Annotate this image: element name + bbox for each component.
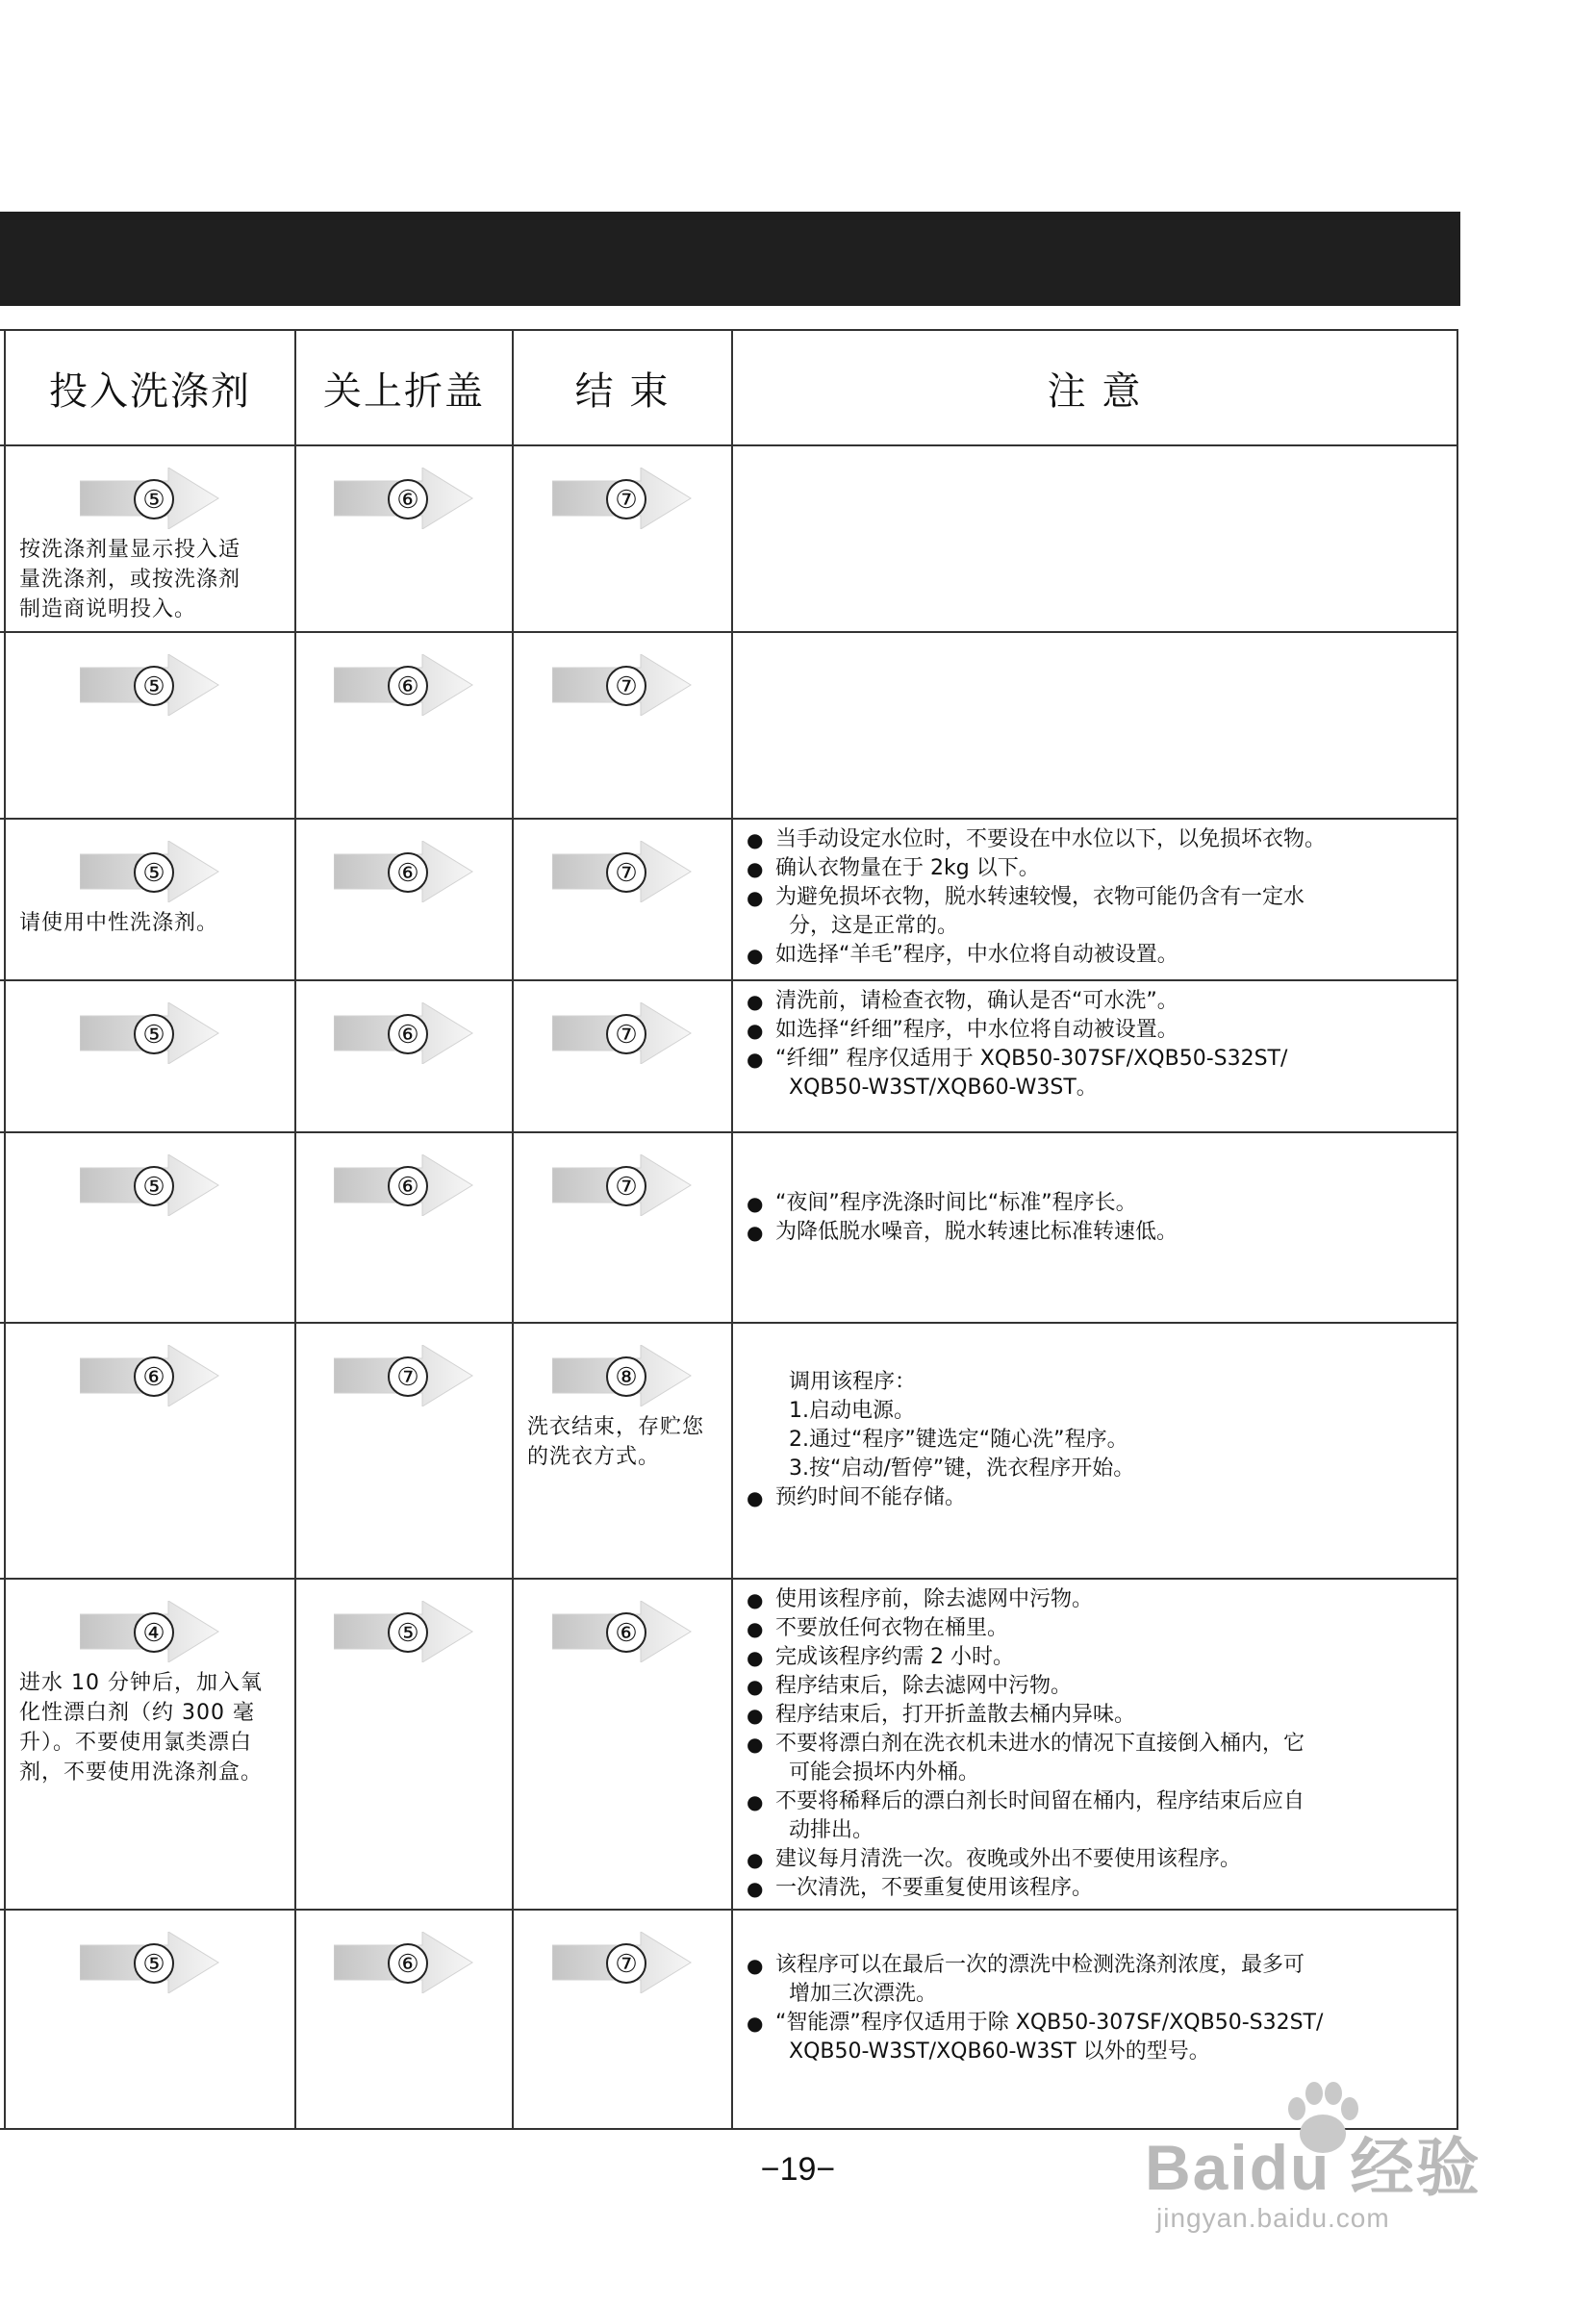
- table-row: [0, 980, 1457, 1132]
- section-header-band: [0, 212, 1460, 306]
- note-item: 增加三次漂洗。: [789, 1982, 938, 2006]
- note-item: ● 不要放任何衣物在桶里。: [747, 1614, 1447, 1643]
- notes-list: [733, 981, 1457, 1102]
- step-number: ⑤: [388, 1612, 428, 1653]
- note-item: ● 预约时间不能存储。: [747, 1483, 1447, 1512]
- note-item: ● “智能漂”程序仅适用于除 XQB50-307SF/XQB50-S32ST/: [747, 2009, 1447, 2038]
- note-item: ● 使用该程序前，除去滤网中污物。: [747, 1585, 1447, 1614]
- step-number: ⑤: [134, 666, 174, 706]
- step-arrow-icon: [552, 841, 693, 902]
- note-item: ● 程序结束后，打开折盖散去桶内异味。: [747, 1701, 1447, 1730]
- step-number: ⑥: [388, 666, 428, 706]
- step-number: ⑥: [134, 1356, 174, 1397]
- step-number: ⑦: [388, 1356, 428, 1397]
- column-header-notes: 注 意: [732, 330, 1457, 445]
- close-lid-cell: [295, 1579, 513, 1910]
- step-arrow-icon: [552, 1345, 693, 1406]
- note-item: ● 完成该程序约需 2 小时。: [747, 1643, 1447, 1672]
- notes-cell: [732, 445, 1457, 632]
- notes-cell: [732, 980, 1457, 1132]
- notes-cell: [732, 1579, 1457, 1910]
- column-header-end: 结 束: [513, 330, 732, 445]
- end-cell: [513, 1579, 732, 1910]
- step-arrow-icon: [80, 1002, 220, 1064]
- table-row: [0, 1323, 1457, 1579]
- detergent-cell: [5, 980, 295, 1132]
- step-number: ⑦: [606, 666, 646, 706]
- step-number: ⑤: [134, 1943, 174, 1984]
- step-number: ⑦: [606, 1166, 646, 1206]
- end-cell: [513, 445, 732, 632]
- step-number: ⑤: [134, 1166, 174, 1206]
- note-item: ● “纤细” 程序仅适用于 XQB50-307SF/XQB50-S32ST/: [747, 1045, 1447, 1074]
- table-row: [0, 632, 1457, 819]
- note-item: 1.启动电源。: [789, 1399, 915, 1423]
- detergent-text-line: 按洗涤剂量显示投入适: [19, 538, 241, 562]
- note-item: ● 不要将稀释后的漂白剂长时间留在桶内，程序结束后应自: [747, 1787, 1447, 1816]
- note-item: ● “夜间”程序洗涤时间比“标准”程序长。: [747, 1189, 1447, 1218]
- step-arrow-icon: [334, 1345, 474, 1406]
- detergent-cell: [5, 1910, 295, 2129]
- step-arrow-icon: [334, 468, 474, 529]
- step-number: ⑧: [606, 1356, 646, 1397]
- end-cell: [513, 632, 732, 819]
- detergent-text-line: 量洗涤剂，或按洗涤剂: [19, 568, 241, 592]
- notes-cell: [732, 1132, 1457, 1323]
- detergent-text-line: 剂，不要使用洗涤剂盒。: [19, 1760, 264, 1785]
- step-arrow-icon: [552, 1002, 693, 1064]
- notes-cell: [732, 1323, 1457, 1579]
- step-number: ⑥: [388, 1166, 428, 1206]
- step-number: ⑦: [606, 852, 646, 893]
- step-arrow-icon: [80, 1601, 220, 1662]
- step-number: ⑦: [606, 479, 646, 519]
- end-cell: [513, 1323, 732, 1579]
- detergent-cell: [5, 1323, 295, 1579]
- step-arrow-icon: [552, 1154, 693, 1216]
- step-number: ⑥: [388, 852, 428, 893]
- detergent-text-line: 请使用中性洗涤剂。: [19, 911, 219, 935]
- end-cell: [513, 1910, 732, 2129]
- close-lid-cell: [295, 819, 513, 980]
- close-lid-cell: [295, 1910, 513, 2129]
- close-lid-cell: [295, 980, 513, 1132]
- note-item: ● 该程序可以在最后一次的漂洗中检测洗涤剂浓度，最多可: [747, 1951, 1447, 1980]
- end-cell: [513, 819, 732, 980]
- step-arrow-icon: [334, 654, 474, 716]
- step-arrow-icon: [334, 1154, 474, 1216]
- table-row: [0, 819, 1457, 980]
- step-arrow-icon: [80, 468, 220, 529]
- note-item: 分，这是正常的。: [789, 914, 959, 938]
- step-arrow-icon: [334, 1601, 474, 1662]
- table-header-row: [0, 330, 1457, 445]
- step-arrow-icon: [334, 1002, 474, 1064]
- note-item: ● 当手动设定水位时，不要设在中水位以下，以免损坏衣物。: [747, 825, 1447, 854]
- close-lid-cell: [295, 445, 513, 632]
- step-number: ⑥: [388, 479, 428, 519]
- step-number: ⑤: [134, 852, 174, 893]
- end-instruction: [514, 1406, 731, 1472]
- step-arrow-icon: [80, 1932, 220, 1993]
- baidu-jingyan-watermark: [1145, 2078, 1510, 2261]
- note-item: 2.通过“程序”键选定“随心洗”程序。: [789, 1428, 1128, 1452]
- notes-list: [733, 1580, 1457, 1903]
- notes-cell: [732, 632, 1457, 819]
- step-arrow-icon: [552, 1932, 693, 1993]
- step-arrow-icon: [334, 1932, 474, 1993]
- step-number: ⑤: [134, 479, 174, 519]
- note-item: ● 为避免损坏衣物，脱水转速较慢，衣物可能仍含有一定水: [747, 883, 1447, 912]
- note-item: ● 为降低脱水噪音，脱水转速比标准转速低。: [747, 1218, 1447, 1247]
- note-item: ● 清洗前，请检查衣物，确认是否“可水洗”。: [747, 987, 1447, 1016]
- watermark-url-text: jingyan.baidu.com: [1156, 2203, 1390, 2233]
- detergent-cell: [5, 445, 295, 632]
- step-arrow-icon: [80, 1345, 220, 1406]
- note-item: 3.按“启动/暂停”键，洗衣程序开始。: [789, 1456, 1135, 1481]
- note-item: ● 如选择“羊毛”程序，中水位将自动被设置。: [747, 941, 1447, 970]
- notes-list: [733, 1911, 1457, 2066]
- note-item: ● 建议每月清洗一次。夜晚或外出不要使用该程序。: [747, 1845, 1447, 1874]
- notes-cell: [732, 819, 1457, 980]
- notes-list: [733, 1324, 1457, 1512]
- notes-list: [733, 1133, 1457, 1247]
- step-number: ④: [134, 1612, 174, 1653]
- detergent-cell: [5, 1579, 295, 1910]
- detergent-text-line: 化性漂白剂（约 300 毫: [19, 1701, 255, 1725]
- column-header-detergent: 投入洗涤剂: [5, 330, 295, 445]
- note-item: ● 确认衣物量在于 2kg 以下。: [747, 854, 1447, 883]
- detergent-instruction: [6, 902, 294, 938]
- step-number: ⑦: [606, 1014, 646, 1054]
- notes-list: [733, 820, 1457, 970]
- note-item: ● 不要将漂白剂在洗衣机未进水的情况下直接倒入桶内，它: [747, 1730, 1447, 1759]
- column-header-close-lid: 关上折盖: [295, 330, 513, 445]
- note-item: 调用该程序：: [789, 1370, 917, 1394]
- note-item: XQB50-W3ST/XQB60-W3ST。: [789, 1076, 1098, 1100]
- note-item: ● 程序结束后，除去滤网中污物。: [747, 1672, 1447, 1701]
- step-number: ⑥: [388, 1014, 428, 1054]
- program-steps-table: [0, 329, 1458, 2130]
- note-item: ● 一次清洗，不要重复使用该程序。: [747, 1874, 1447, 1903]
- detergent-instruction: [6, 1662, 294, 1787]
- step-arrow-icon: [552, 1601, 693, 1662]
- end-text-line: 洗衣结束，存贮您: [527, 1415, 705, 1439]
- watermark-main-text: Baidu 经验: [1145, 2132, 1482, 2203]
- step-number: ⑦: [606, 1943, 646, 1984]
- detergent-cell: [5, 819, 295, 980]
- step-arrow-icon: [334, 841, 474, 902]
- step-arrow-icon: [552, 654, 693, 716]
- end-cell: [513, 1132, 732, 1323]
- note-item: XQB50-W3ST/XQB60-W3ST 以外的型号。: [789, 2039, 1210, 2064]
- detergent-cell: [5, 1132, 295, 1323]
- end-text-line: 的洗衣方式。: [527, 1445, 661, 1469]
- table-row: [0, 1132, 1457, 1323]
- table-row: [0, 445, 1457, 632]
- end-cell: [513, 980, 732, 1132]
- note-item: 可能会损坏内外桶。: [789, 1760, 980, 1785]
- step-number: ⑥: [606, 1612, 646, 1653]
- step-arrow-icon: [80, 841, 220, 902]
- step-number: ⑤: [134, 1014, 174, 1054]
- close-lid-cell: [295, 1323, 513, 1579]
- note-item: ● 如选择“纤细”程序，中水位将自动被设置。: [747, 1016, 1447, 1045]
- detergent-instruction: [6, 529, 294, 624]
- step-arrow-icon: [80, 654, 220, 716]
- detergent-cell: [5, 632, 295, 819]
- note-item: 动排出。: [789, 1818, 874, 1842]
- table-row: [0, 1579, 1457, 1910]
- close-lid-cell: [295, 632, 513, 819]
- page-number: −19−: [760, 2151, 836, 2188]
- close-lid-cell: [295, 1132, 513, 1323]
- step-number: ⑥: [388, 1943, 428, 1984]
- detergent-text-line: 升）。不要使用氯类漂白: [19, 1731, 253, 1755]
- detergent-text-line: 进水 10 分钟后，加入氧: [19, 1671, 263, 1695]
- step-arrow-icon: [552, 468, 693, 529]
- step-arrow-icon: [80, 1154, 220, 1216]
- detergent-text-line: 制造商说明投入。: [19, 597, 197, 621]
